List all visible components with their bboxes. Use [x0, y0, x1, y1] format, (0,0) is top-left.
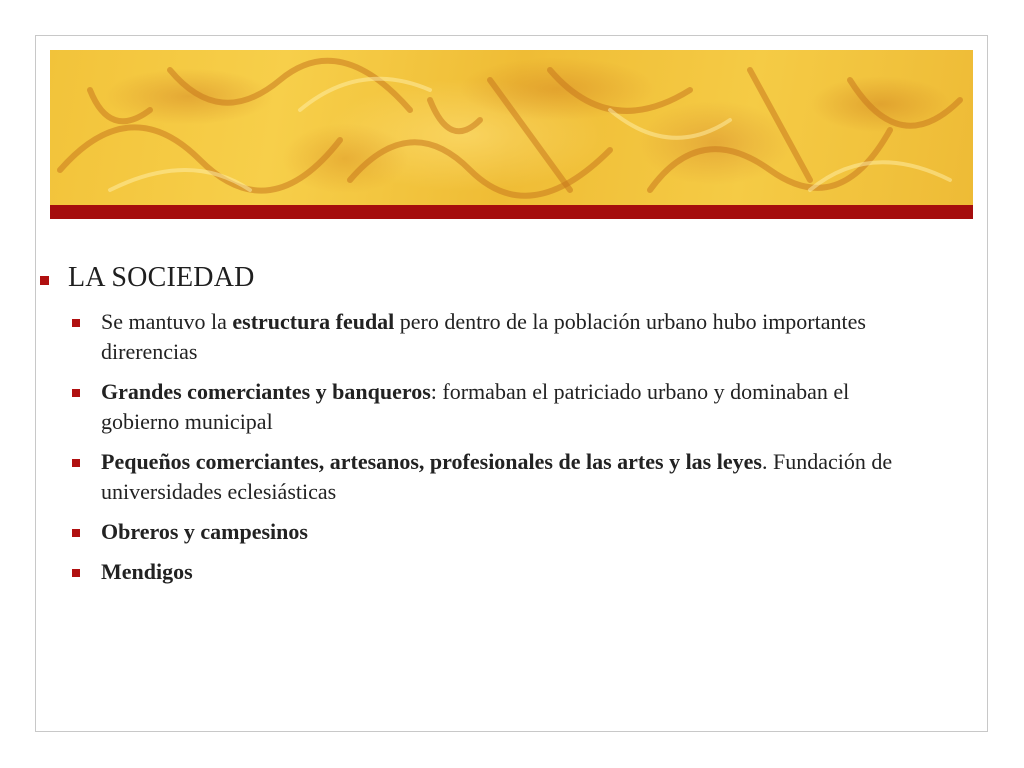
- item-text: pero dentro de la población urbano hubo importantes direrencias: [101, 309, 866, 364]
- banner-texture: [50, 50, 973, 205]
- list-item: [72, 517, 902, 547]
- decorative-banner-image: [50, 50, 973, 205]
- slide-title: LA SOCIEDAD: [68, 262, 255, 293]
- item-bold-text: Obreros y campesinos: [101, 519, 308, 544]
- square-bullet-icon: [72, 389, 80, 397]
- list-item: [72, 307, 902, 367]
- item-bold-text: estructura feudal: [232, 309, 395, 334]
- item-bold-text: Mendigos: [101, 559, 193, 584]
- list-item: [72, 447, 902, 507]
- banner-accent-bar: [50, 205, 973, 219]
- list-item: [72, 557, 902, 587]
- title-row: [40, 262, 940, 298]
- square-bullet-icon: [40, 276, 49, 285]
- square-bullet-icon: [72, 319, 80, 327]
- square-bullet-icon: [72, 569, 80, 577]
- item-bold-text: Pequeños comerciantes, artesanos, profesionales de las artes y las leyes: [101, 449, 762, 474]
- item-text: : formaban el patriciado urbano y dominaban el gobierno municipal: [101, 379, 850, 434]
- item-text: . Fundación de universidades eclesiásticas: [101, 449, 893, 504]
- item-text: Se mantuvo la: [101, 309, 233, 334]
- bullet-list: [72, 307, 902, 597]
- slide-content: [40, 262, 940, 584]
- square-bullet-icon: [72, 529, 80, 537]
- list-item: [72, 377, 902, 437]
- square-bullet-icon: [72, 459, 80, 467]
- item-bold-text: Grandes comerciantes y banqueros: [101, 379, 431, 404]
